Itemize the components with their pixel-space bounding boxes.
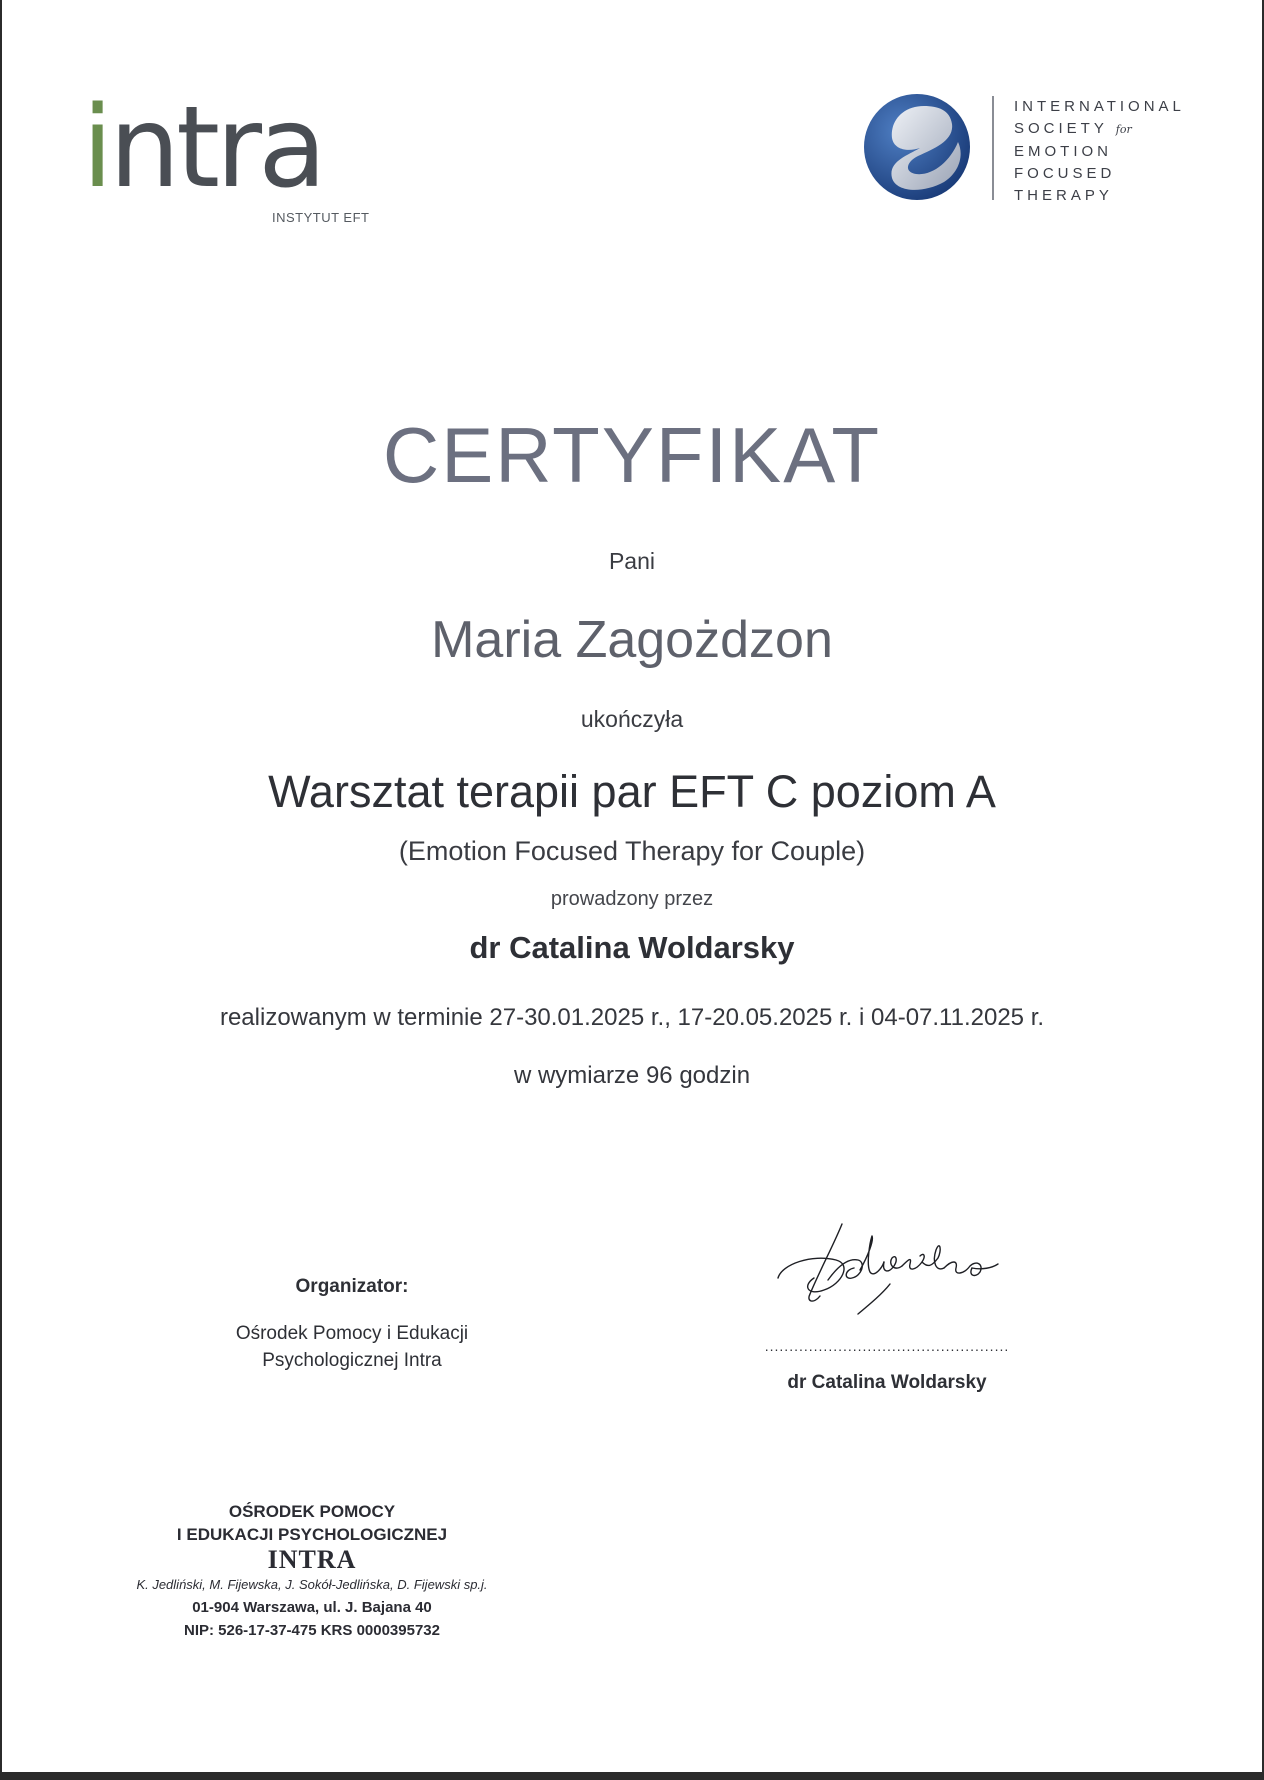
certificate-page [2,0,1262,1772]
course-title: Warsztat terapii par EFT C poziom A [268,766,996,817]
organization-stamp [122,1500,502,1642]
iseft-logo-text [1014,96,1185,207]
completion-verb: ukończyła [580,706,684,732]
handwritten-signature-icon [772,1220,1002,1320]
certificate-title: CERTYFIKAT [382,411,882,499]
stamp-registry-ids: NIP: 526-17-37-475 KRS 0000395732 [183,1622,440,1639]
organizer-line-2: Psychologicznej Intra [262,1350,442,1371]
iseft-divider [992,96,994,200]
stamp-line-2: I EDUKACJI PSYCHOLOGICZNEJ [176,1525,448,1544]
iseft-line-5: THERAPY [1014,187,1113,204]
stamp-organization-name: INTRA [267,1545,357,1574]
recipient-name: Maria Zagożdzon [431,611,833,669]
organizer-heading: Organizator: [295,1276,409,1297]
iseft-line-4: FOCUSED [1014,165,1116,182]
organizer-line-1: Ośrodek Pomocy i Edukacji [235,1323,469,1344]
intra-logo [82,83,392,232]
iseft-line-1: INTERNATIONAL [1014,98,1185,115]
iseft-logo [862,92,1212,212]
intra-logo-subtitle: INSTYTUT EFT [272,210,370,225]
salutation: Pani [608,548,656,574]
signatory-name: dr Catalina Woldarsky [787,1372,987,1393]
iseft-emblem-icon [862,92,972,202]
iseft-line-2 [1014,118,1185,141]
signature-line: .................................................. [764,1338,1010,1354]
scan-bottom-edge [0,1772,1264,1780]
stamp-partners: K. Jedliński, M. Fijewska, J. Sokół-Jedlińska, D. Fijewski sp.j. [136,1577,488,1592]
iseft-line-2-for: for [1115,123,1132,136]
iseft-line-3: EMOTION [1014,143,1112,160]
stamp-address: 01-904 Warszawa, ul. J. Bajana 40 [192,1599,432,1616]
intra-logo-wordmark: intra [82,83,323,213]
led-by-label: prowadzony przez [550,888,714,910]
iseft-line-2-main: SOCIETY [1014,120,1108,137]
trainer-name: dr Catalina Woldarsky [469,930,795,965]
course-hours: w wymiarze 96 godzin [513,1062,751,1089]
course-dates: realizowanym w terminie 27-30.01.2025 r., 17-20.05.2025 r. i 04-07.11.2025 r. [219,1004,1045,1031]
organizer-block [202,1276,502,1374]
course-english-title: (Emotion Focused Therapy for Couple) [398,836,866,866]
signature-block [742,1220,1032,1394]
stamp-line-1: OŚRODEK POMOCY [228,1502,396,1521]
